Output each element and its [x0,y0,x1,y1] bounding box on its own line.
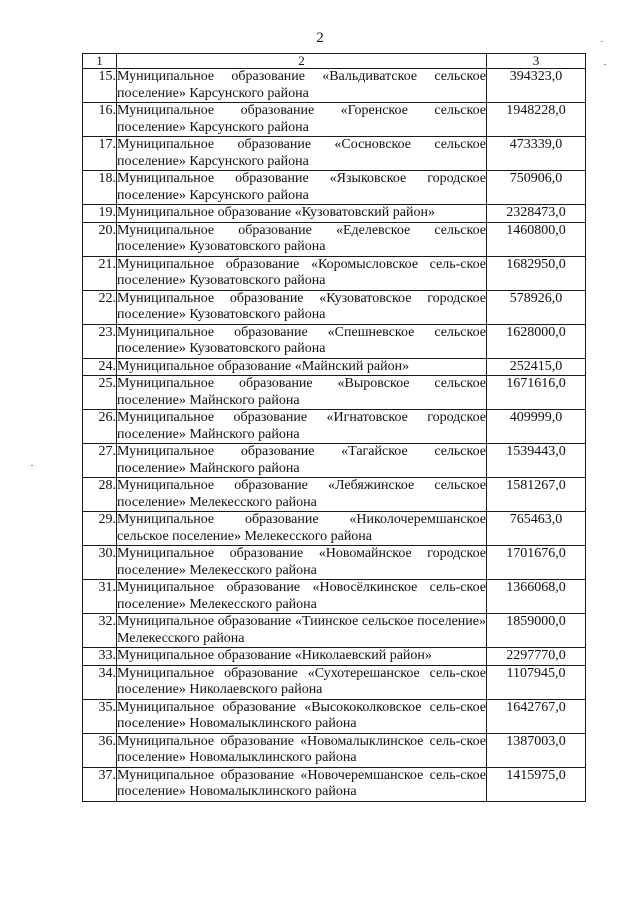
row-amount: 1948228,0 [487,103,586,137]
row-name: Муниципальное образование «Сосновское сельское поселение» Карсунского района [117,137,486,169]
table-row [83,733,586,767]
row-amount: 1682950,0 [487,256,586,290]
row-name: Муниципальное образование «Тагайское сельское поселение» Майнского района [117,444,486,476]
row-name: Муниципальное образование «Еделевское сельское поселение» Кузоватовского района [117,222,486,254]
row-number: 24. [83,358,117,376]
row-amount: 2297770,0 [487,648,586,666]
row-name: Муниципальное образование «Лебяжинское сельское поселение» Мелекесского района [117,478,486,510]
row-amount: 765463,0 [487,512,586,546]
table-row [83,512,586,546]
table-row [83,256,586,290]
table-body [83,69,586,802]
row-amount: 578926,0 [487,290,586,324]
row-name: Муниципальное образование «Новосёлкинское сель-ское поселение» Мелекесского района [117,580,486,612]
row-amount: 409999,0 [487,410,586,444]
row-name: Муниципальное образование «Игнатовское городское поселение» Майнского района [117,410,486,442]
table-row [83,376,586,410]
row-number: 20. [83,222,117,256]
table-row [83,444,586,478]
row-amount: 1671616,0 [487,376,586,410]
scan-speck [604,64,606,65]
table-row [83,699,586,733]
row-amount: 394323,0 [487,69,586,103]
row-name: Муниципальное образование «Новомайнское городское поселение» Мелекесского района [117,546,486,578]
row-amount: 1107945,0 [487,665,586,699]
table-row [83,358,586,376]
row-number: 34. [83,665,117,699]
row-number: 23. [83,324,117,358]
scan-speck [31,465,33,466]
table-header-row [83,54,586,69]
table-row [83,205,586,223]
row-amount: 1366068,0 [487,580,586,614]
row-amount: 252415,0 [487,358,586,376]
row-number: 36. [83,733,117,767]
row-number: 17. [83,137,117,171]
row-name: Муниципальное образование «Коромысловское сель-ское поселение» Кузоватовского района [117,256,486,288]
table-row [83,137,586,171]
table-row [83,767,586,801]
row-number: 29. [83,512,117,546]
table-row [83,546,586,580]
row-name: Муниципальное образование «Высококолковское сель-ское поселение» Новомалыклинского района [117,699,486,731]
row-number: 37. [83,767,117,801]
row-name: Муниципальное образование «Кузоватовский район» [117,205,487,223]
row-amount: 1539443,0 [487,444,586,478]
row-number: 25. [83,376,117,410]
row-name: Муниципальное образование «Кузоватовское городское поселение» Кузоватовского района [117,290,486,322]
row-name: Муниципальное образование «Николочеремшанское сельское поселение» Мелекесского района [117,512,486,544]
row-name: Муниципальное образование «Вальдиватское сельское поселение» Карсунского района [117,69,486,101]
table-row [83,324,586,358]
row-amount: 1859000,0 [487,614,586,648]
row-name: Муниципальное образование «Горенское сельское поселение» Карсунского района [117,103,486,135]
column-header-amount: 3 [487,54,586,69]
row-name: Муниципальное образование «Сухотерешанское сель-ское поселение» Николаевского района [117,665,486,697]
row-name: Муниципальное образование «Тиинское сельское поселение» Мелекесского района [117,614,486,646]
row-amount: 2328473,0 [487,205,586,223]
table-row [83,69,586,103]
row-number: 33. [83,648,117,666]
funding-table [82,53,586,802]
table-row [83,290,586,324]
table-row [83,614,586,648]
row-amount: 473339,0 [487,137,586,171]
row-number: 15. [83,69,117,103]
row-name: Муниципальное образование «Новомалыклинское сель-ское поселение» Новомалыклинского района [117,733,486,765]
column-header-number: 1 [83,54,117,69]
row-number: 19. [83,205,117,223]
table-row [83,171,586,205]
row-number: 32. [83,614,117,648]
row-amount: 1581267,0 [487,478,586,512]
row-number: 27. [83,444,117,478]
row-number: 18. [83,171,117,205]
row-name: Муниципальное образование «Новочеремшанское сель-ское поселение» Новомалыклинского района [117,767,486,799]
table-row [83,222,586,256]
table-row [83,580,586,614]
row-amount: 1460800,0 [487,222,586,256]
table-row [83,103,586,137]
row-number: 16. [83,103,117,137]
row-amount: 1628000,0 [487,324,586,358]
table-row [83,410,586,444]
row-name: Муниципальное образование «Майнский район» [117,358,487,376]
row-number: 22. [83,290,117,324]
row-name: Муниципальное образование «Языковское городское поселение» Карсунского района [117,171,486,203]
row-amount: 1387003,0 [487,733,586,767]
row-amount: 1701676,0 [487,546,586,580]
table-row [83,665,586,699]
column-header-name: 2 [117,54,487,69]
page-number: 2 [316,30,324,46]
row-amount: 750906,0 [487,171,586,205]
row-number: 30. [83,546,117,580]
row-name: Муниципальное образование «Николаевский район» [117,648,487,666]
row-number: 35. [83,699,117,733]
table-row [83,648,586,666]
row-number: 21. [83,256,117,290]
table-row [83,478,586,512]
row-number: 31. [83,580,117,614]
row-number: 28. [83,478,117,512]
row-amount: 1415975,0 [487,767,586,801]
row-name: Муниципальное образование «Выровское сельское поселение» Майнского района [117,376,486,408]
row-amount: 1642767,0 [487,699,586,733]
row-number: 26. [83,410,117,444]
scan-speck [601,41,603,42]
row-name: Муниципальное образование «Спешневское сельское поселение» Кузоватовского района [117,324,486,356]
